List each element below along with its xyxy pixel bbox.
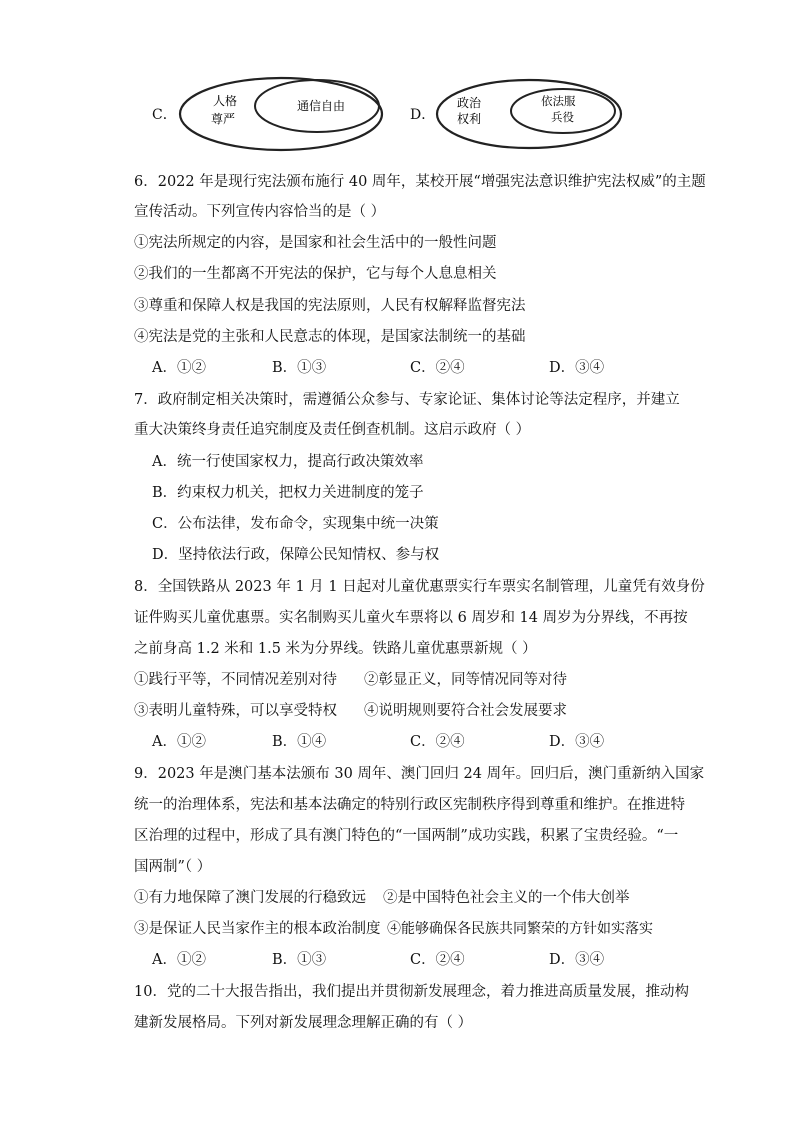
q10-stem-2: 建新发展格局。下列对新发展理念理解正确的有（ ） — [134, 1015, 473, 1031]
diagram-d-venn — [433, 76, 628, 154]
q6-stem-1: 6．2022 年是现行宪法颁布施行 40 周年，某校开展“增强宪法意识维护宪法权威”的主题 — [134, 174, 706, 190]
q7-choice-b: B．约束权力机关，把权力关进制度的笼子 — [152, 485, 424, 501]
q7-choice-a: A．统一行使国家权力，提高行政决策效率 — [152, 454, 424, 470]
q6-item-1: ①宪法所规定的内容，是国家和社会生活中的一般性问题 — [134, 235, 497, 251]
q8-item-2: ②彰显正义，同等情况同等对待 — [364, 672, 567, 688]
q9-stem-4: 国两制”（ ） — [134, 859, 212, 875]
q9-item-4: ④能够确保各民族共同繁荣的方针如实落实 — [387, 921, 653, 937]
q8-stem-1: 8．全国铁路从 2023 年 1 月 1 日起对儿童优惠票实行车票实名制管理，儿童凭有效身份 — [134, 579, 705, 595]
q8-choice-c: C．②④ — [410, 734, 465, 750]
q9-choice-a: A．①② — [152, 952, 206, 968]
q6-stem-2: 宣传活动。下列宣传内容恰当的是（ ） — [134, 204, 386, 220]
diagram-c-outer-label-1: 人格 — [213, 94, 238, 108]
q9-choice-b: B．①③ — [272, 952, 327, 968]
diagram-d-inner-label-2: 兵役 — [551, 110, 574, 124]
q9-stem-1: 9．2023 年是澳门基本法颁布 30 周年、澳门回归 24 周年。回归后，澳门重新纳入国家 — [134, 766, 705, 782]
q9-stem-2: 统一的治理体系，宪法和基本法确定的特别行政区宪制秩序得到尊重和维护。在推进特 — [134, 797, 685, 813]
q7-choice-d: D．坚持依法行政，保障公民知情权、参与权 — [152, 547, 440, 563]
q8-stem-3: 之前身高 1.2 米和 1.5 米为分界线。铁路儿童优惠票新规（ ） — [134, 641, 537, 657]
q8-choice-d: D．③④ — [549, 734, 605, 750]
option-c-label: C． — [152, 107, 177, 123]
diagram-d-outer-label-1: 政治 — [457, 96, 482, 110]
q6-choice-a: A．①② — [152, 360, 206, 376]
q8-item-3: ③表明儿童特殊，可以享受特权 — [134, 703, 337, 719]
diagram-c-inner-label: 通信自由 — [297, 99, 346, 113]
q10-stem-1: 10．党的二十大报告指出，我们提出并贯彻新发展理念，着力推进高质量发展，推动构 — [134, 984, 689, 1000]
q6-item-3: ③尊重和保障人权是我国的宪法原则，人民有权解释监督宪法 — [134, 298, 526, 314]
q9-item-2: ②是中国特色社会主义的一个伟大创举 — [383, 890, 630, 906]
q9-choice-d: D．③④ — [549, 952, 605, 968]
q8-stem-2: 证件购买儿童优惠票。实名制购买儿童火车票将以 6 周岁和 14 周岁为分界线，不再按 — [134, 610, 688, 626]
option-d-label: D． — [410, 107, 436, 123]
q9-item-3: ③是保证人民当家作主的根本政治制度 — [134, 921, 381, 937]
q8-choice-b: B．①④ — [272, 734, 327, 750]
q9-choice-c: C．②④ — [410, 952, 465, 968]
diagram-c-venn — [175, 72, 390, 154]
q8-item-1: ①践行平等，不同情况差别对待 — [134, 672, 337, 688]
q7-stem-2: 重大决策终身责任追究制度及责任倒查机制。这启示政府（ ） — [134, 422, 531, 438]
diagram-d-inner-label-1: 依法服 — [541, 94, 576, 108]
q6-choice-d: D．③④ — [549, 360, 605, 376]
q6-choice-c: C．②④ — [410, 360, 465, 376]
q9-item-1: ①有力地保障了澳门发展的行稳致远 — [134, 890, 366, 906]
q7-stem-1: 7．政府制定相关决策时，需遵循公众参与、专家论证、集体讨论等法定程序，并建立 — [134, 392, 680, 408]
q8-choice-a: A．①② — [152, 734, 206, 750]
q6-choice-b: B．①③ — [272, 360, 327, 376]
diagram-d-outer-label-2: 权利 — [457, 112, 482, 126]
q7-choice-c: C．公布法律，发布命令，实现集中统一决策 — [152, 516, 439, 532]
q9-stem-3: 区治理的过程中，形成了具有澳门特色的“一国两制”成功实践，积累了宝贵经验。“一 — [134, 828, 679, 844]
q8-item-4: ④说明规则要符合社会发展要求 — [364, 703, 567, 719]
q6-item-2: ②我们的一生都离不开宪法的保护，它与每个人息息相关 — [134, 266, 497, 282]
diagram-c-outer-label-2: 尊严 — [211, 112, 236, 126]
q6-item-4: ④宪法是党的主张和人民意志的体现，是国家法制统一的基础 — [134, 329, 526, 345]
